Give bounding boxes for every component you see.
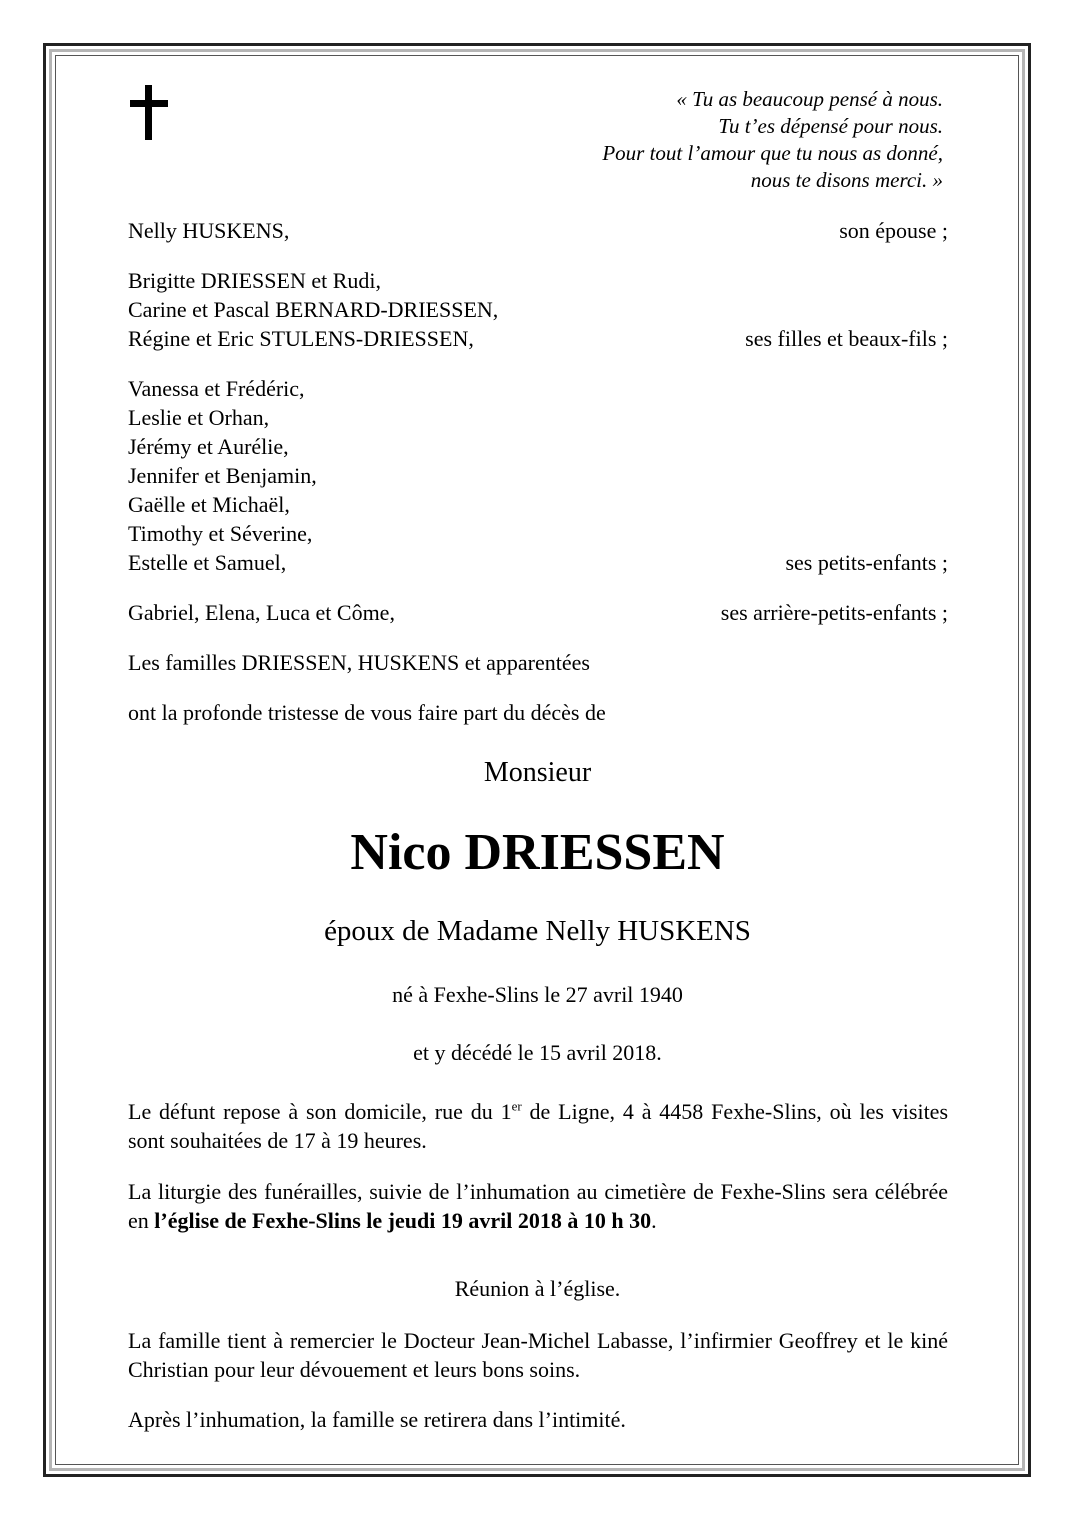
quote-line: « Tu as beaucoup pensé à nous. [676, 87, 943, 111]
grandchild-name: Estelle et Samuel, [128, 550, 287, 575]
daughter-name: Carine et Pascal BERNARD-DRIESSEN, [128, 297, 499, 322]
deceased-name: Nico DRIESSEN [350, 824, 725, 881]
families-line: Les familles DRIESSEN, HUSKENS et apparentées [128, 650, 590, 675]
great-grandchildren-relation: ses arrière-petits-enfants ; [720, 600, 948, 625]
deceased-spouse-line: époux de Madame Nelly HUSKENS [324, 915, 751, 947]
quote-line: Pour tout l’amour que tu nous as donné, [602, 141, 943, 165]
great-grandchildren-row [128, 598, 948, 627]
daughter-name: Régine et Eric STULENS-DRIESSEN, [128, 326, 474, 351]
liturgy-text: La liturgie des funérailles, suivie de l’inhumation au cimetière de Fexhe-Slins sera célébrée en [128, 1179, 948, 1233]
grandchild-name: Leslie et Orhan, [128, 405, 270, 430]
repose-text-a: Le défunt repose à son domicile, rue du 1 [128, 1099, 512, 1124]
after-paragraph: Après l’inhumation, la famille se retirera dans l’intimité. [128, 1407, 626, 1432]
announcement-line: ont la profonde tristesse de vous faire part du décès de [128, 700, 606, 725]
death-line: et y décédé le 15 avril 2018. [413, 1040, 662, 1065]
grandchildren-block [128, 374, 948, 577]
quote-line: nous te disons merci. » [750, 168, 943, 192]
repose-text-b: de Ligne, 4 à 4458 Fexhe-Slins, où les visites sont souhaitées de 17 à 19 heures. [128, 1099, 949, 1153]
grandchild-name: Vanessa et Frédéric, [128, 376, 305, 401]
spouse-name: Nelly HUSKENS, [128, 218, 290, 243]
quote-line: Tu t’es dépensé pour nous. [718, 114, 943, 138]
cross-icon [130, 85, 168, 140]
liturgy-end: . [651, 1208, 657, 1233]
great-grandchildren-names: Gabriel, Elena, Luca et Côme, [128, 600, 395, 625]
thanks-paragraph: La famille tient à remercier le Docteur Jean-Michel Labasse, l’infirmier Geoffrey et le kiné Christian pour leur dévouement et leurs bons soins. [128, 1328, 948, 1382]
daughter-name: Brigitte DRIESSEN et Rudi, [128, 268, 381, 293]
daughters-block [128, 266, 948, 353]
liturgy-place-date: l’église de Fexhe-Slins le jeudi 19 avril 2018 à 10 h 30 [154, 1208, 652, 1233]
grandchild-name: Timothy et Séverine, [128, 521, 313, 546]
deceased-title: Monsieur [483, 757, 592, 788]
quote [602, 86, 943, 194]
grandchild-name: Jérémy et Aurélie, [128, 434, 289, 459]
repose-superscript: er [511, 1098, 522, 1114]
repose-paragraph [128, 1097, 948, 1155]
grandchild-name: Gaëlle et Michaël, [128, 492, 290, 517]
reunion-line: Réunion à l’église. [454, 1276, 621, 1301]
birth-line: né à Fexhe-Slins le 27 avril 1940 [392, 982, 683, 1007]
spouse-relation: son épouse ; [839, 218, 948, 243]
grandchild-name: Jennifer et Benjamin, [128, 463, 317, 488]
liturgy-paragraph [128, 1177, 948, 1235]
daughters-relation: ses filles et beaux-fils ; [745, 326, 948, 351]
grandchildren-relation: ses petits-enfants ; [785, 550, 948, 575]
spouse-row [128, 216, 948, 245]
